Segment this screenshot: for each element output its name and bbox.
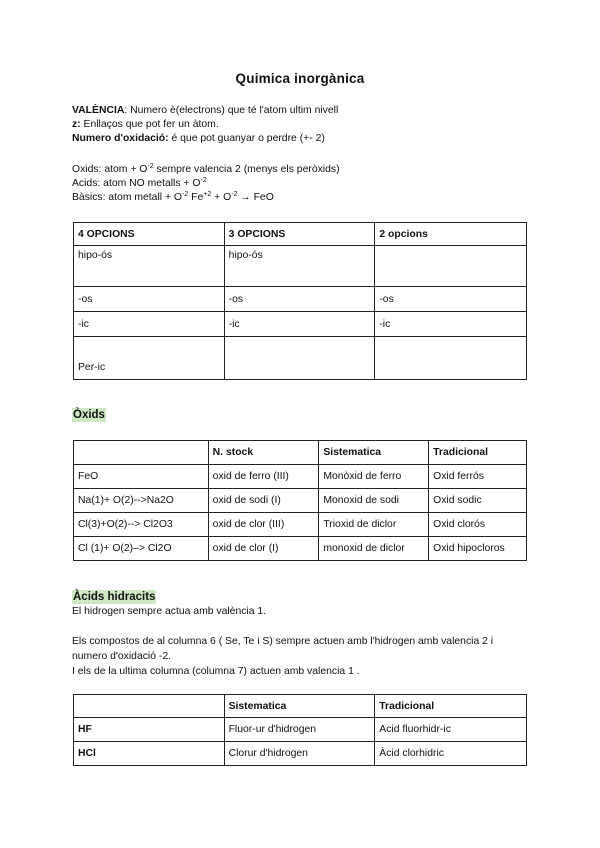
options-cell [224,337,375,380]
valencia-label: VALÈNCIA [72,105,125,116]
z-text: Enllaços que pot fer un àtom. [80,119,219,130]
options-cell: -ic [375,312,527,337]
acids-rule-sup: -2 [200,177,207,184]
options-header-cell: 4 OPCIONS [74,223,225,246]
oxids-row [74,513,527,537]
basics-rule-sup-1: -2 [182,191,189,198]
acids-paragraph-3: I els de la ultima columna (columna 7) actuen amb valencia 1 . [72,666,360,677]
basics-rule [72,191,274,205]
oxids-header-cell: Sistematica [319,441,429,465]
options-cell: hipo-ós [74,246,225,287]
oxids-table [73,440,527,561]
options-row [74,337,527,380]
acids-row [74,718,527,742]
options-header-cell: 3 OPCIONS [224,223,375,246]
z-label: z: [72,119,81,130]
acids-cell: HF [74,718,225,742]
basics-rule-text-4: → FeO [237,192,274,203]
oxids-header-cell [74,441,209,465]
oxids-cell: Na(1)+ O(2)-->Na2O [74,489,209,513]
oxids-cell: Oxid clorós [429,513,527,537]
acids-header-cell: Sistematica [224,695,375,718]
options-row [74,287,527,312]
options-cell [375,337,527,380]
basics-rule-sup-3: -2 [231,191,238,198]
oxids-cell: oxid de sodi (I) [208,489,319,513]
oxids-cell: monoxid de diclor [319,537,429,561]
oxids-cell: Cl (1)+ O(2)–> Cl2O [74,537,209,561]
options-cell: -ic [74,312,225,337]
acids-header-cell: Tradicional [375,695,527,718]
acids-paragraph-2: Els compostos de al columna 6 ( Se, Te i S) sempre actuen amb l'hidrogen amb valencia 2 i [72,636,494,647]
acids-cell: Fluor-ur d'hidrogen [224,718,375,742]
options-cell [375,246,527,287]
oxids-rule [72,163,340,177]
acids-heading: Àcids hidracits [73,591,156,603]
acids-rule-text: Acids: atom NO metalls + O [72,178,201,189]
oxids-cell: oxid de ferro (III) [208,465,319,489]
options-cell: -ic [224,312,375,337]
options-cell: -os [375,287,527,312]
oxids-cell: oxid de clor (I) [208,537,319,561]
oxids-header-cell: N. stock [208,441,319,465]
oxids-rule-sup: -2 [147,163,154,170]
oxids-cell: Monoxid de sodi [319,489,429,513]
z-definition [72,118,219,132]
oxids-cell: Cl(3)+O(2)--> Cl2O3 [74,513,209,537]
acids-rule [72,177,207,191]
options-cell: Per-ic [74,337,225,380]
acids-header-row [74,695,527,718]
acids-header-cell [74,695,225,718]
basics-rule-sup-2: +2 [203,191,212,198]
basics-rule-text-2: Fe [188,192,204,203]
oxidation-number-label: Numero d'oxidació: [72,133,169,144]
acids-row [74,742,527,766]
oxids-cell: Oxid sodic [429,489,527,513]
acids-paragraph-2-cont: numero d'oxidació -2. [72,651,172,662]
options-table [73,222,527,380]
options-cell: -os [74,287,225,312]
acids-paragraph-1: El hidrogen sempre actua amb valència 1. [72,606,267,617]
acids-cell: Clorur d'hidrogen [224,742,375,766]
acids-table [73,694,527,766]
acids-cell: HCl [74,742,225,766]
oxids-row [74,489,527,513]
oxidation-number-definition [72,132,325,146]
oxids-cell: FeO [74,465,209,489]
valencia-definition [72,104,338,118]
acids-cell: Àcid clorhidric [375,742,527,766]
oxids-header-row [74,441,527,465]
page-title: Quimica inorgànica [235,71,365,86]
oxids-heading: Òxids [73,409,105,421]
options-header-cell: 2 opcions [375,223,527,246]
oxids-cell: Oxid hipocloros [429,537,527,561]
oxids-rule-text: Oxids: atom + O [72,164,148,175]
options-cell: -os [224,287,375,312]
oxids-cell: Oxid ferrós [429,465,527,489]
basics-rule-text: Bàsics: atom metall + O [72,192,183,203]
oxids-header-cell: Tradicional [429,441,527,465]
basics-rule-text-3: + O [211,192,232,203]
options-row [74,312,527,337]
oxids-cell: Monòxid de ferro [319,465,429,489]
oxids-cell: Trioxid de diclor [319,513,429,537]
acids-cell: Acid fluorhidr-ic [375,718,527,742]
options-header-row [74,223,527,246]
options-cell: hipo-ós [224,246,375,287]
oxids-row [74,537,527,561]
options-row [74,246,527,287]
valencia-text: : Numero è(electrons) que té l'atom ultim nivell [124,105,339,116]
oxids-row [74,465,527,489]
oxids-cell: oxid de clor (III) [208,513,319,537]
oxidation-number-text: é que pot guanyar o perdre (+- 2) [168,133,325,144]
oxids-rule-text-2: sempre valencia 2 (menys els peròxids) [153,164,340,175]
